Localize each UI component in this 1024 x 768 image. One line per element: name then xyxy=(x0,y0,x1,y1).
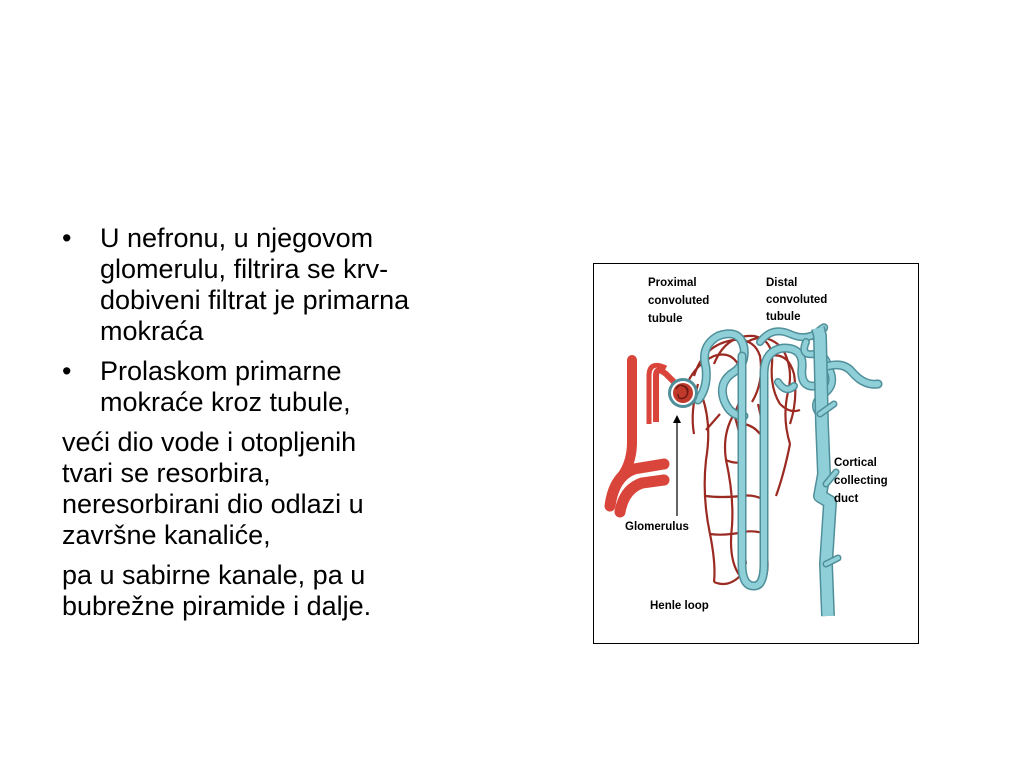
nephron-illustration xyxy=(594,264,918,643)
text-line: mokraća xyxy=(100,316,204,346)
paragraph-4 xyxy=(62,560,532,622)
label-henle-loop: Henle loop xyxy=(650,600,709,612)
afferent-efferent-vessels xyxy=(610,360,674,512)
text-line: dobiveni filtrat je primarna xyxy=(100,285,410,315)
label-distal: Distal xyxy=(766,277,798,289)
label-cortical: duct xyxy=(834,493,859,505)
text-line: • U nefronu, u njegovom xyxy=(100,223,374,253)
label-proximal: tubule xyxy=(648,313,683,325)
label-pointers xyxy=(673,415,681,516)
label-cortical: Cortical xyxy=(834,457,877,469)
text-line: pa u sabirne kanale, pa u xyxy=(62,560,366,590)
glomerulus xyxy=(668,378,698,408)
slide-text xyxy=(62,223,532,631)
label-proximal: Proximal xyxy=(648,277,697,289)
text-line: • Prolaskom primarne xyxy=(100,356,342,386)
bullet-paragraph-2 xyxy=(62,356,532,418)
bullet-paragraph-1 xyxy=(62,223,532,347)
label-glomerulus: Glomerulus xyxy=(625,521,689,533)
text-line: glomerulu, filtrira se krv- xyxy=(100,254,389,284)
text-line: tvari se resorbira, xyxy=(62,458,271,488)
paragraph-3 xyxy=(62,427,532,551)
text-line: završne kanaliće, xyxy=(62,520,271,550)
text-line: mokraće kroz tubule, xyxy=(100,387,351,417)
label-distal: convoluted xyxy=(766,294,828,306)
label-cortical: collecting xyxy=(834,475,888,487)
label-proximal: convoluted xyxy=(648,295,710,307)
text-line: neresorbirani dio odlazi u xyxy=(62,489,364,519)
label-distal: tubule xyxy=(766,311,801,323)
text-line: bubrežne piramide i dalje. xyxy=(62,591,372,621)
nephron-diagram xyxy=(593,263,919,644)
text-line: veći dio vode i otopljenih xyxy=(62,427,357,457)
